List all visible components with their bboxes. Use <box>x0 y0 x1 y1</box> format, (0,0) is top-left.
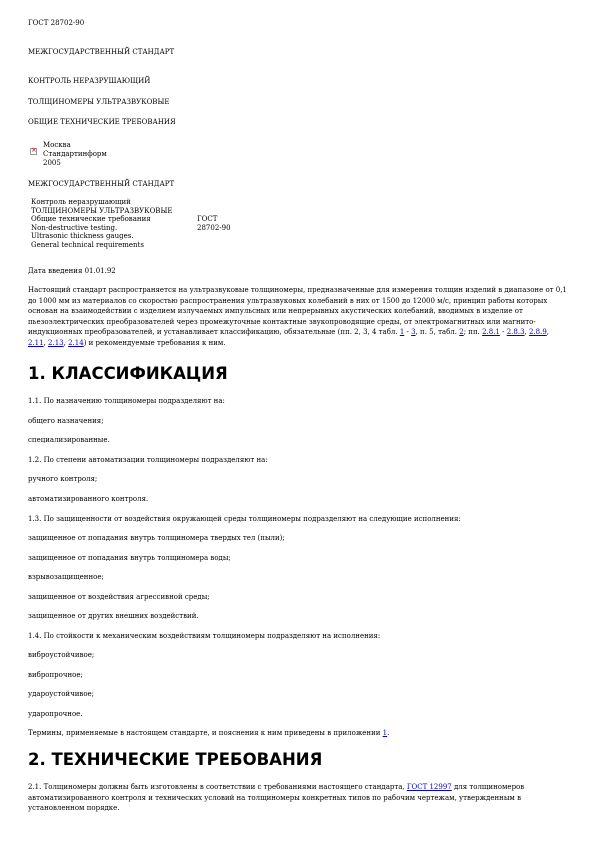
link-table-1[interactable]: 1 <box>399 328 405 336</box>
standard-type-2: МЕЖГОСУДАРСТВЕННЫЙ СТАНДАРТ <box>28 180 175 188</box>
section-1-item: защищенное от попадания внутрь толщиномера воды; <box>28 554 231 562</box>
intro-text: ) и рекомендуемые требования к ним. <box>83 338 226 347</box>
gost-number: 28702-90 <box>197 223 231 232</box>
section-1-item: 1.1. По назначению толщиномеры подразделяют на: <box>28 397 225 405</box>
section-1-heading: 1. КЛАССИФИКАЦИЯ <box>28 364 228 383</box>
link-table-2[interactable]: 2 <box>459 328 464 336</box>
section-1-item: вибропрочное; <box>28 671 83 679</box>
separator: , <box>63 338 69 347</box>
separator: - <box>404 328 412 336</box>
intro-paragraph <box>28 285 568 348</box>
section-2-heading: 2. ТЕХНИЧЕСКИЕ ТРЕБОВАНИЯ <box>28 750 323 769</box>
separator: , <box>546 328 550 336</box>
title-line-2: ТОЛЩИНОМЕРЫ УЛЬТРАЗВУКОВЫЕ <box>28 98 170 106</box>
publisher-block <box>43 141 107 168</box>
link-item-3[interactable]: 3 <box>411 328 416 336</box>
section-1-item: автоматизированного контроля. <box>28 495 149 503</box>
title-line-1: КОНТРОЛЬ НЕРАЗРУШАЮЩИЙ <box>28 77 151 85</box>
standard-type: МЕЖГОСУДАРСТВЕННЫЙ СТАНДАРТ <box>28 48 175 56</box>
section-2-text: для толщиномеров автоматизированного контроля и технических условий на толщиномеры конкретных типов по рабочим чертежам, утвержденным в установленном порядке. <box>28 783 525 812</box>
link-2-14[interactable]: 2.14 <box>68 338 84 347</box>
title-block-line-1: Контроль неразрушающий <box>31 198 131 206</box>
link-2-8-3[interactable]: 2.8.3 <box>506 328 525 336</box>
section-1-item: общего назначения; <box>28 417 104 425</box>
section-1-item: защищенное от воздействия агрессивной среды; <box>28 593 210 601</box>
title-line-3: ОБЩИЕ ТЕХНИЧЕСКИЕ ТРЕБОВАНИЯ <box>28 118 176 126</box>
intro-date: Дата введения 01.01.92 <box>28 267 116 275</box>
title-block-line-2: ТОЛЩИНОМЕРЫ УЛЬТРАЗВУКОВЫЕ <box>31 206 173 215</box>
section-1-item: ударопрочное. <box>28 710 83 718</box>
section-1-item: 1.2. По степени автоматизации толщиномеры подразделяют на: <box>28 456 268 464</box>
gost-code: ГОСТ 28702-90 <box>28 19 85 27</box>
separator: , <box>43 338 49 347</box>
publisher-year: 2005 <box>43 159 61 167</box>
link-2-8-9[interactable]: 2.8.9 <box>528 328 547 336</box>
title-block-line-6: General technical requirements <box>31 240 144 249</box>
section-1-item: ручного контроля; <box>28 475 98 483</box>
section-1-item: специализированные. <box>28 436 110 444</box>
intro-text: Настоящий стандарт распространяется на ультразвуковые толщиномеры, предназначенные для измерения толщин изделий в диапазоне от 0,1 до 1000 мм из материалов со скоростью распространения ультразвуковых колебаний в них от 1500 до 12000 м/с, принцип работы которых основан на взаимодействии с изделием излучаемых импульсных или непрерывных акустических колебаний, вводимых в изделие от пьезоэлектрических преобразователей через промежуточные контактные звукопроводящие среды, от электромагнитных или магнито-индукционных преобразователей, и устанавливает классификацию, обязательные (пп. 2, 3, 4 табл. <box>28 286 567 336</box>
link-2-13[interactable]: 2.13 <box>48 338 64 347</box>
section-1-item: защищенное от других внешних воздействий. <box>28 612 199 620</box>
separator: - <box>499 328 507 336</box>
terms-end: . <box>387 729 390 737</box>
section-1-item: взрывозащищенное; <box>28 573 104 581</box>
title-block-line-3: Общие технические требования <box>31 215 151 224</box>
link-gost-12997[interactable]: ГОСТ 12997 <box>406 783 452 791</box>
publisher-city: Москва <box>43 141 71 149</box>
intro-text: , п. 5, табл. <box>415 328 460 336</box>
separator: , <box>524 328 529 336</box>
intro-text: ; пп. <box>463 328 483 336</box>
link-2-8-1[interactable]: 2.8.1 <box>482 328 500 336</box>
section-1-item: виброустойчивое; <box>28 651 95 659</box>
terms-text: Термины, применяемые в настоящем стандарте, и пояснения к ним приведены в приложении <box>28 729 383 737</box>
section-1-item: 1.3. По защищенности от воздействия окружающей среды толщиномеры подразделяют на следующие исполнения: <box>28 515 461 523</box>
title-block <box>31 198 231 250</box>
terms-note <box>28 729 389 738</box>
section-2-text: 2.1. Толщиномеры должны быть изготовлены в соответствии с требованиями настоящего стандарта, <box>28 783 407 791</box>
section-1-item: удароустойчивое; <box>28 690 95 698</box>
title-block-line-5: Ultrasonic thickness gauges. <box>31 232 134 241</box>
broken-image-icon <box>30 148 37 155</box>
section-2-paragraph <box>28 782 568 814</box>
publisher-name: Стандартинформ <box>43 150 107 158</box>
link-appendix-1[interactable]: 1 <box>382 729 388 737</box>
link-2-11[interactable]: 2.11 <box>28 338 44 347</box>
section-1-item: 1.4. По стойкости к механическим воздействиям толщиномеры подразделяют на исполнения: <box>28 632 381 640</box>
section-1-item: защищенное от попадания внутрь толщиномера твердых тел (пыли); <box>28 534 285 542</box>
title-block-line-4: Non-destructive testing. <box>31 223 118 232</box>
gost-label: ГОСТ <box>197 215 218 224</box>
